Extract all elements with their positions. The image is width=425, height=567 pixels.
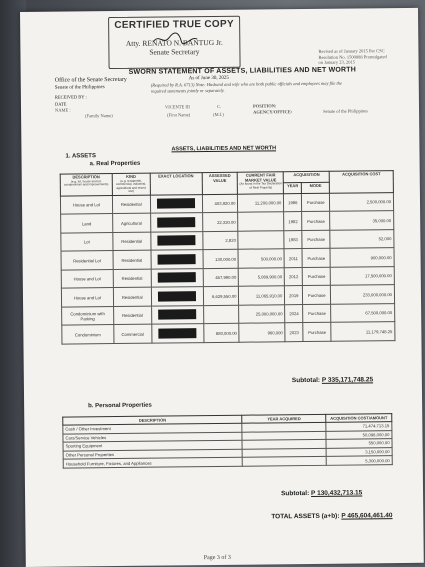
cell-assessed: 6,629,550.00	[203, 287, 239, 306]
subtotal-value: P 130,432,713.15	[311, 489, 363, 497]
redaction-block	[157, 217, 195, 227]
cell-fmv: 11,065,910.00	[239, 286, 285, 305]
cell-desc: Household Furniture, Fixtures, and Appliances	[63, 458, 242, 468]
cell-cost: 35,000.00	[330, 211, 394, 230]
subtotal-value: P 335,171,748.25	[321, 376, 374, 384]
cell-cost: 550,000.00	[326, 439, 392, 448]
real-properties-subtotal	[292, 376, 373, 384]
col-kind: KIND (e.g. residential, commercial, industrial, agricultural and mixed use)	[112, 173, 150, 195]
cell-year	[243, 457, 327, 466]
col-description: DESCRIPTION	[63, 415, 242, 425]
cell-location	[151, 306, 203, 325]
cell-mode: Purchase	[302, 193, 330, 212]
col-location: EXACT LOCATION	[150, 173, 202, 196]
office-name-line2: Senate of the Philippines	[54, 85, 105, 91]
cell-mode: Purchase	[303, 304, 331, 323]
real-properties-heading: a. Real Properties	[89, 160, 141, 168]
agency-value: Senate of the Philippines	[323, 108, 368, 114]
cell-cost: 233,000,000.00	[331, 285, 395, 304]
first-name-value: VICENTE III	[164, 104, 190, 110]
cell-desc: Other Personal Properties	[63, 449, 242, 459]
cell-assessed: 22,320.00	[202, 213, 238, 232]
col-acquisition-cost: ACQUISITION COST/AMOUNT	[326, 414, 392, 423]
cell-kind: Residential	[112, 195, 150, 214]
redaction-block	[157, 235, 195, 245]
cell-kind: Residential	[113, 306, 151, 325]
subtotal-label: Subtotal:	[291, 376, 321, 385]
cell-cost: 50,098,000.00	[326, 430, 392, 439]
cell-year: 1986	[284, 194, 302, 213]
cell-fmv	[238, 231, 284, 250]
as-of-date: As of June 30, 2025	[188, 75, 229, 82]
cell-fmv: 960,000	[239, 323, 285, 342]
personal-properties-heading: b. Personal Properties	[88, 402, 152, 410]
cell-desc: Condominium with Parking	[62, 307, 114, 326]
cell-mode: Purchase	[303, 286, 331, 305]
cell-desc: House and Lot	[61, 288, 113, 307]
cell-kind: Commercial	[114, 325, 152, 344]
cell-mode: Purchase	[302, 212, 330, 231]
intro-text: (Required by R.A. 6713) Note: Husband and wife who are both public officials and employees may file the required statements jointly or separately.	[150, 80, 343, 94]
cell-cost: 71,474,713.15	[326, 422, 392, 431]
cell-location	[150, 213, 202, 232]
cell-kind: Agricultural	[112, 214, 150, 233]
cell-assessed: 880,000.00	[203, 324, 239, 343]
col-year: YEAR	[284, 183, 302, 194]
table-row	[62, 322, 395, 344]
redaction-block	[158, 272, 196, 282]
name-label: NAME :	[55, 107, 71, 113]
received-by-label: RECEIVED BY :	[54, 94, 87, 100]
cell-year: 2024	[285, 305, 303, 324]
cell-year: 2012	[285, 268, 303, 287]
col-description: DESCRIPTION (e.g. lot, house and lot, condominium and improvements)	[60, 174, 112, 197]
cell-fmv: 5,089,900.00	[239, 268, 285, 287]
mi-caption: (M.I.)	[213, 111, 224, 117]
cell-desc: Sporting Equipment	[63, 440, 242, 450]
mi-value: C.	[216, 103, 222, 109]
col-fair-market: CURRENT FAIR MARKET VALUE (As found in the Tax Declaration of Real Property)	[238, 172, 284, 194]
cell-desc: Cash / Other Investment	[63, 423, 242, 433]
cell-desc: House and Lot	[60, 196, 112, 215]
office-name: Office of the Senate Secretary	[54, 76, 127, 84]
cell-year: 1983	[284, 231, 302, 250]
cell-year: 2019	[285, 286, 303, 305]
cell-year: 1982	[284, 212, 302, 231]
section-heading: ASSETS, LIABILITIES AND NET WORTH	[171, 145, 277, 153]
assets-heading: 1. ASSETS	[65, 153, 97, 160]
cell-cost: 17,500,000.00	[330, 267, 394, 286]
redaction-block	[158, 309, 196, 319]
document-title: SWORN STATEMENT OF ASSETS, LIABILITIES AND NET WORTH	[128, 66, 357, 76]
redaction-block	[158, 254, 196, 264]
cell-cost: 67,500,000.00	[331, 304, 395, 323]
cell-cost: 11,179,748.25	[331, 322, 395, 341]
cell-location	[150, 232, 202, 251]
cell-assessed: 130,000.00	[203, 250, 239, 269]
agency-label: AGENCY/OFFICE:	[253, 109, 293, 115]
cell-assessed	[203, 305, 239, 324]
cell-desc: Land	[61, 214, 113, 233]
col-assessed: ASSESSED VALUE	[202, 172, 238, 194]
cell-fmv: 11,200,000.00	[238, 194, 284, 213]
cell-location	[151, 324, 203, 343]
office-block	[55, 77, 127, 108]
cell-desc: Condominium	[62, 325, 114, 344]
position-label: POSITION:	[252, 103, 277, 109]
cell-location	[150, 195, 202, 214]
cell-cost: 5,300,000.00	[326, 456, 392, 465]
stamp-position: Senate Secretary	[149, 47, 200, 57]
cell-mode: Purchase	[302, 249, 330, 268]
personal-properties-table	[62, 413, 393, 468]
col-cost: ACQUISITION COST	[329, 171, 393, 194]
document-page	[20, 8, 424, 567]
cell-kind: Residential	[113, 251, 151, 270]
cell-fmv: 25,000,000.00	[239, 305, 285, 324]
date-label: DATE	[54, 101, 67, 107]
real-properties-table	[60, 170, 396, 344]
cell-desc: Residential Lot	[61, 251, 113, 270]
stamp-title: CERTIFIED TRUE COPY	[114, 18, 234, 32]
cell-year: 2011	[284, 249, 302, 268]
cell-location	[151, 250, 203, 269]
page-number: Page 3 of 3	[203, 554, 231, 562]
cell-fmv: 500,000.00	[238, 249, 284, 268]
certified-true-copy-stamp	[108, 16, 241, 69]
stamp-attorney: Atty. RENATO N. BANTUG Jr.	[125, 37, 223, 48]
total-value: P 465,604,461.40	[341, 512, 393, 520]
first-name-caption: (First Name)	[167, 112, 191, 118]
cell-mode: Purchase	[302, 230, 330, 249]
revision-note: Revised as of January 2015 Per CSC Resolution No. 1500088 Promulgated on January 23, 2015	[318, 48, 387, 65]
cell-cost: 3,150,000.00	[326, 447, 392, 456]
cell-cost: 900,000.00	[330, 248, 394, 267]
signature-icon	[151, 31, 199, 46]
col-mode: MODE	[302, 182, 330, 193]
cell-location	[151, 287, 203, 306]
cell-cost: 52,000	[330, 230, 394, 249]
cell-desc: Lot	[61, 233, 113, 252]
total-label: TOTAL ASSETS (a+b):	[271, 512, 340, 521]
cell-kind: Residential	[113, 232, 151, 251]
col-year-acquired: YEAR ACQUIRED	[242, 414, 326, 423]
cell-desc: House and Lot	[61, 270, 113, 289]
cell-mode: Purchase	[302, 267, 330, 286]
cell-location	[151, 269, 203, 288]
cell-mode: Purchase	[303, 323, 331, 342]
cell-kind: Residential	[113, 269, 151, 288]
family-name-caption: (Family Name)	[85, 113, 113, 119]
cell-cost: 2,500,000.00	[330, 193, 394, 212]
cell-assessed: 457,990.00	[203, 268, 239, 287]
col-acquisition: ACQUISITION	[284, 171, 330, 182]
total-assets	[271, 512, 392, 520]
cell-year: 2023	[285, 323, 303, 342]
cell-assessed: 403,920.00	[202, 194, 238, 213]
subtotal-label: Subtotal:	[281, 489, 310, 498]
redaction-block	[157, 198, 195, 208]
cell-desc: Cars/Service Vehicles	[63, 432, 242, 442]
redaction-block	[158, 328, 196, 338]
cell-assessed: 2,820	[202, 231, 238, 250]
redaction-block	[158, 291, 196, 301]
personal-properties-subtotal	[281, 489, 362, 497]
cell-fmv	[238, 212, 284, 231]
cell-kind: Residential	[113, 288, 151, 307]
